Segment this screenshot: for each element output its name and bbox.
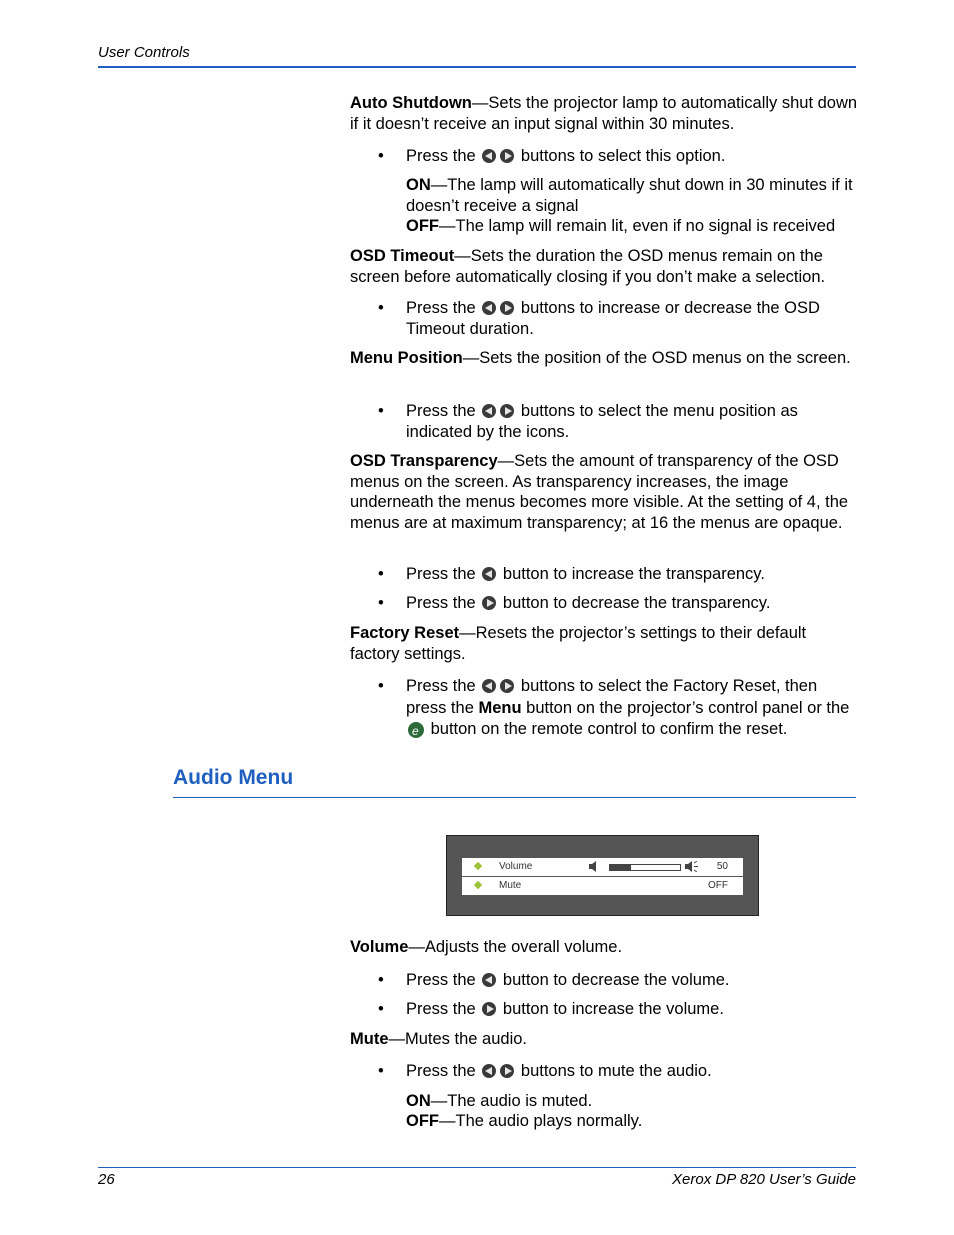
menu-position-bullet	[406, 401, 856, 442]
osd-mute-row	[462, 877, 743, 895]
volume-level-bar	[609, 864, 681, 871]
osd-timeout-desc: —Sets the duration the OSD menus remain on the screen before automatically closing if you don’t make a selection.	[350, 247, 826, 286]
osd-transparency-paragraph	[350, 451, 860, 533]
bullet-text: Press the	[406, 299, 476, 317]
bullet-text: buttons to increase or decrease the OSD Timeout duration.	[406, 299, 820, 338]
enter-button-icon	[408, 722, 424, 738]
off-term: OFF	[406, 217, 439, 235]
auto-shutdown-on	[406, 175, 858, 216]
off-term: OFF	[406, 1112, 439, 1130]
factory-reset-bullet	[406, 676, 856, 741]
bullet-text: buttons to select this option.	[520, 147, 726, 165]
bullet-text: Press the	[406, 971, 476, 989]
bullet-text: Press the	[406, 402, 476, 420]
bullet-dot: •	[378, 1062, 384, 1080]
off-desc: —The audio plays normally.	[439, 1112, 643, 1130]
left-arrow-button-icon	[482, 404, 496, 418]
on-desc: —The lamp will automatically shut down in 30 minutes if it doesn’t receive a signal	[406, 176, 853, 215]
speaker-high-icon	[684, 861, 698, 872]
bullet-dot: •	[378, 677, 384, 695]
bullet-text: button to increase the volume.	[502, 1000, 724, 1018]
bullet-text: buttons to select the Factory Reset, then press the	[406, 677, 818, 717]
factory-reset-paragraph	[350, 623, 860, 664]
bullet-dot: •	[378, 299, 384, 317]
osd-mute-value: OFF	[708, 880, 728, 891]
bullet-text: button on the projector’s control panel or the	[526, 698, 850, 717]
osd-timeout-term: OSD Timeout	[350, 247, 455, 265]
osd-volume-row	[462, 858, 743, 876]
bullet-text: Press the	[406, 594, 476, 612]
menu-position-term: Menu Position	[350, 349, 463, 367]
running-header: User Controls	[98, 44, 190, 61]
on-term: ON	[406, 1092, 431, 1110]
volume-paragraph	[350, 937, 860, 958]
factory-reset-term: Factory Reset	[350, 624, 460, 642]
mute-on	[406, 1091, 858, 1112]
left-arrow-button-icon	[482, 679, 496, 693]
auto-shutdown-paragraph	[350, 93, 860, 134]
left-arrow-button-icon	[482, 1064, 496, 1078]
menu-position-paragraph	[350, 348, 860, 369]
auto-shutdown-desc: —Sets the projector lamp to automatically shut down if it doesn’t receive an input signal within 30 minutes.	[350, 94, 858, 133]
bullet-dot: •	[378, 1000, 384, 1018]
auto-shutdown-off	[406, 216, 858, 237]
footer-rule	[98, 1167, 856, 1168]
bullet-text: Press the	[406, 147, 476, 165]
header-rule	[98, 66, 856, 68]
osd-timeout-paragraph	[350, 246, 860, 287]
mute-paragraph	[350, 1029, 860, 1050]
speaker-low-icon	[588, 861, 598, 872]
mute-desc: —Mutes the audio.	[388, 1030, 527, 1048]
bullet-text: button to decrease the volume.	[502, 971, 730, 989]
page-number: 26	[98, 1171, 115, 1188]
bullet-dot: •	[378, 971, 384, 989]
section-heading: Audio Menu	[173, 766, 294, 789]
bullet-text: buttons to select the menu position as indicated by the icons.	[406, 402, 798, 441]
osd-timeout-bullet	[406, 298, 856, 339]
osd-volume-label: Volume	[499, 861, 533, 872]
on-desc: —The audio is muted.	[430, 1092, 593, 1110]
bullet-text: Press the	[406, 1062, 476, 1080]
bullet-dot: •	[378, 565, 384, 583]
osd-transparency-term: OSD Transparency	[350, 452, 498, 470]
left-arrow-button-icon	[482, 149, 496, 163]
on-term: ON	[406, 176, 431, 194]
bullet-text: button to increase the transparency.	[502, 565, 765, 583]
osd-transparency-desc: —Sets the amount of transparency of the OSD menus on the screen. As transparency increases, the image underneath the menus becomes more visible. At the setting of 4, the menus are at maximum transparency; at 16 the menus are opaque.	[350, 452, 849, 532]
mute-off	[406, 1111, 858, 1132]
mute-bullet	[406, 1061, 856, 1082]
bullet-dot: •	[378, 402, 384, 420]
menu-bullet-icon	[474, 881, 482, 889]
footer-guide-title: Xerox DP 820 User’s Guide	[672, 1171, 856, 1188]
audio-menu-osd-image	[446, 835, 759, 916]
osd-volume-value: 50	[716, 861, 728, 872]
osd-mute-label: Mute	[499, 880, 522, 891]
left-arrow-button-icon	[482, 567, 496, 581]
menu-button-name: Menu	[478, 698, 522, 717]
menu-bullet-icon	[474, 862, 482, 870]
bullet-text: Press the	[406, 565, 476, 583]
bullet-dot: •	[378, 594, 384, 612]
bullet-text: Press the	[406, 677, 476, 695]
menu-position-desc: —Sets the position of the OSD menus on the screen.	[462, 349, 851, 367]
right-arrow-button-icon	[500, 404, 514, 418]
right-arrow-button-icon	[482, 1002, 496, 1016]
bullet-text: Press the	[406, 1000, 476, 1018]
auto-shutdown-term: Auto Shutdown	[350, 94, 472, 112]
mute-term: Mute	[350, 1030, 389, 1048]
right-arrow-button-icon	[500, 301, 514, 315]
bullet-text: buttons to mute the audio.	[520, 1062, 712, 1080]
right-arrow-button-icon	[500, 149, 514, 163]
factory-reset-desc: —Resets the projector’s settings to their default factory settings.	[350, 624, 807, 663]
left-arrow-button-icon	[482, 301, 496, 315]
auto-shutdown-bullet	[406, 146, 856, 167]
osd-transparency-bullet-1	[406, 564, 856, 585]
right-arrow-button-icon	[482, 596, 496, 610]
right-arrow-button-icon	[500, 679, 514, 693]
heading-rule	[173, 797, 856, 798]
volume-bullet-2	[406, 999, 856, 1020]
left-arrow-button-icon	[482, 973, 496, 987]
volume-desc: —Adjusts the overall volume.	[408, 938, 623, 956]
volume-term: Volume	[350, 938, 409, 956]
volume-level-fill	[610, 865, 631, 870]
bullet-text: button on the remote control to confirm the reset.	[430, 720, 788, 738]
bullet-dot: •	[378, 147, 384, 165]
osd-transparency-bullet-2	[406, 593, 856, 614]
bullet-text: button to decrease the transparency.	[502, 594, 771, 612]
off-desc: —The lamp will remain lit, even if no signal is received	[439, 217, 836, 235]
right-arrow-button-icon	[500, 1064, 514, 1078]
volume-bullet-1	[406, 970, 856, 991]
